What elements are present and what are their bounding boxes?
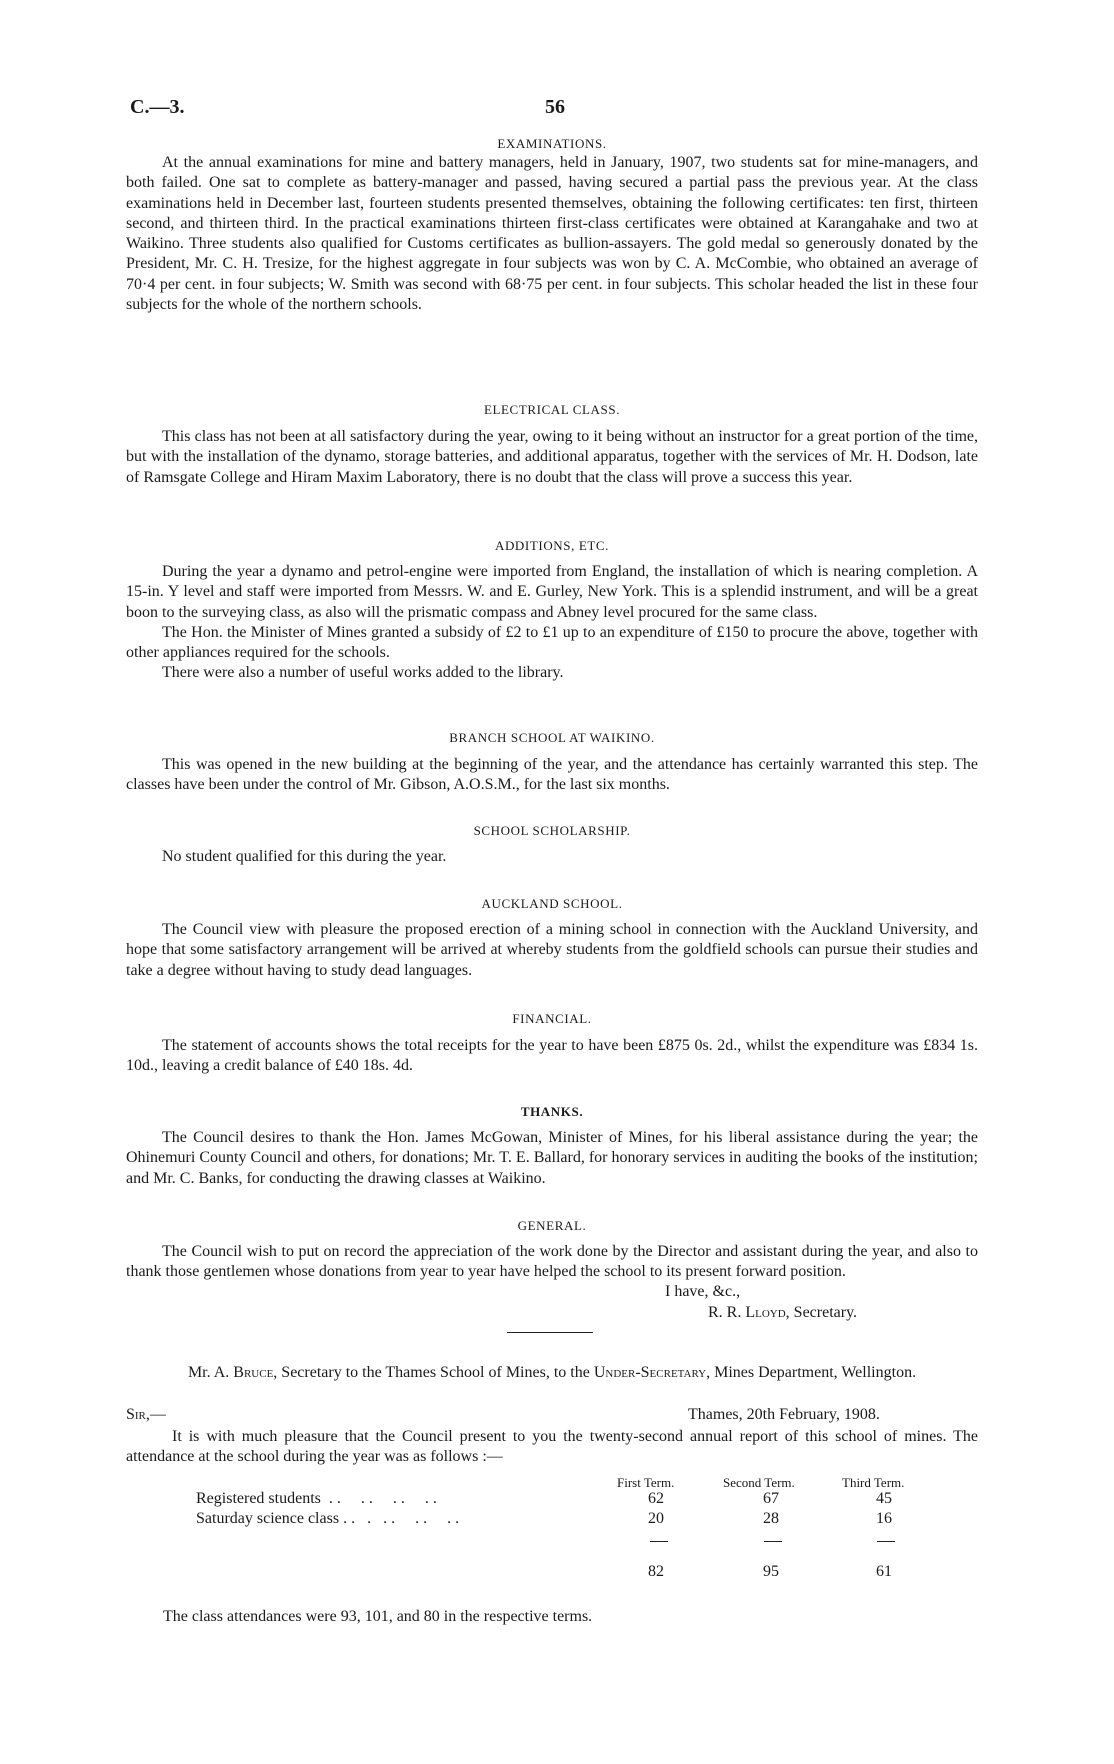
branch-school-heading: BRANCH SCHOOL AT WAIKINO.	[449, 730, 655, 745]
signature	[708, 1304, 857, 1322]
letter-intro: It is with much pleasure that the Council present to you the twenty-second annual report of this school of mines. The attendance at the school during the year was as follows :—	[126, 1428, 978, 1466]
address-suffix: , Mines Department, Wellington.	[706, 1364, 917, 1381]
signer-title: , Secretary.	[785, 1304, 858, 1321]
examinations-heading: EXAMINATIONS.	[497, 136, 607, 151]
total-value: 95	[763, 1563, 779, 1580]
cell-value: 62	[648, 1490, 664, 1507]
signer-name: Lloyd	[745, 1304, 786, 1321]
address-prefix: Mr. A.	[187, 1364, 234, 1381]
thanks-section	[126, 1128, 978, 1189]
electrical-heading: ELECTRICAL CLASS.	[483, 402, 621, 417]
signer-initials: R. R.	[708, 1304, 742, 1321]
salutation: Sir,—	[126, 1406, 166, 1423]
sender-name: Bruce	[233, 1364, 274, 1381]
total-value: 61	[876, 1563, 892, 1580]
general-heading: GENERAL.	[517, 1218, 587, 1233]
additions-section	[126, 562, 978, 684]
place-date: Thames, 20th February, 1908.	[688, 1406, 880, 1423]
auckland-section	[126, 920, 978, 981]
row-label: Registered students	[196, 1490, 321, 1507]
branch-school-section	[126, 755, 978, 796]
scholarship-heading: SCHOOL SCHOLARSHIP.	[473, 823, 631, 838]
thanks-paragraph: The Council desires to thank the Hon. James McGowan, Minister of Mines, for his liberal assistance during the year; the Ohinemuri County Council and others, for donations; Mr. T. E. Ballard, for honorary services in auditing the books of the institution; and Mr. C. Banks, for conducting the drawing classes at Waikino.	[126, 1129, 978, 1187]
additions-heading: ADDITIONS, ETC.	[494, 538, 610, 553]
table-row	[196, 1490, 636, 1508]
row-label: Saturday science class	[196, 1510, 340, 1527]
total-rule	[650, 1541, 668, 1542]
auckland-paragraph: The Council view with pleasure the proposed erection of a mining school in connection with the Auckland University, and hope that some satisfactory arrangement will be arrived at whereby students from the goldfield schools can pursue their studies and take a degree without having to study dead languages.	[126, 921, 978, 979]
total-rule	[877, 1541, 895, 1542]
financial-heading: FINANCIAL.	[512, 1011, 592, 1026]
examinations-paragraph: At the annual examinations for mine and battery managers, held in January, 1907, two students sat for mine-managers, and both failed. One sat to complete as battery-manager and passed, having secured a partial pass the previous year. At the class examinations held in December last, fourteen students presented themselves, obtaining the following certificates: ten first, thirteen second, and thirteen third. In the practical examinations thirteen first-class certificates were obtained at Karangahake and two at Waikino. Three students also qualified for Customs certificates as bullion-assayers. The gold medal so generously donated by the President, Mr. C. H. Tresize, for the highest aggregate in four subjects was won by C. A. McCombie, who obtained an average of 70·4 per cent. in four subjects; W. Smith was second with 68·75 per cent. in four subjects. This scholar headed the list in these four subjects for the whole of the northern schools.	[126, 154, 978, 314]
header-third-term: Third Term.	[842, 1475, 905, 1490]
recipient-name: Under-Secretary	[593, 1364, 707, 1381]
general-paragraph: The Council wish to put on record the appreciation of the work done by the Director and assistant during the year, and also to thank those gentlemen whose donations from year to year have helped the school to its present forward position.	[126, 1243, 978, 1281]
cell-value: 67	[763, 1490, 779, 1507]
letter-address	[126, 1363, 978, 1383]
branch-school-paragraph: This was opened in the new building at the beginning of the year, and the attendance has certainly warranted this step. The classes have been under the control of Mr. Gibson, A.O.S.M., for the last six months.	[126, 756, 978, 794]
cell-value: 45	[876, 1490, 892, 1507]
section-divider	[507, 1332, 593, 1333]
total-value: 82	[648, 1563, 664, 1580]
additions-paragraph-3: There were also a number of useful works added to the library.	[162, 664, 564, 682]
additions-paragraph-1: During the year a dynamo and petrol-engine were imported from England, the installation of which is nearing completion. A 15-in. Y level and staff were imported from Messrs. W. and E. Gurley, New York. This is a splendid instrument, and will be a great boon to the surveying class, as also will the prismatic compass and Abney level procured for the same class.	[126, 563, 978, 621]
additions-paragraph-2: The Hon. the Minister of Mines granted a subsidy of £2 to £1 up to an expenditure of £150 to procure the above, together with other appliances required for the schools.	[126, 623, 978, 662]
thanks-heading: THANKS.	[520, 1104, 584, 1119]
address-middle: , Secretary to the Thames School of Mines, to the	[273, 1364, 594, 1381]
attendance-note: The class attendances were 93, 101, and 80 in the respective terms.	[163, 1608, 593, 1625]
header-second-term: Second Term.	[723, 1475, 795, 1490]
financial-paragraph: The statement of accounts shows the total receipts for the year to have been £875 0s. 2d., whilst the expenditure was £834 1s. 10d., leaving a credit balance of £40 18s. 4d.	[126, 1037, 978, 1075]
general-section	[126, 1242, 978, 1283]
letter-intro-section	[126, 1427, 978, 1468]
scholarship-paragraph: No student qualified for this during the year.	[162, 848, 447, 865]
auckland-heading: AUCKLAND SCHOOL.	[481, 896, 623, 911]
table-row	[196, 1510, 636, 1528]
cell-value: 16	[876, 1510, 892, 1527]
scholarship-section	[126, 847, 978, 867]
row-leaders: . . . . . . . . .	[339, 1510, 460, 1527]
total-rule	[764, 1541, 782, 1542]
page-number: 56	[545, 96, 565, 118]
examinations-section	[126, 153, 978, 315]
electrical-paragraph: This class has not been at all satisfactory during the year, owing to it being without an instructor for a great portion of the time, but with the installation of the dynamo, storage batteries, and additional apparatus, together with the services of Mr. H. Dodson, late of Ramsgate College and Hiram Maxim Laboratory, there is no doubt that the class will prove a success this year.	[126, 428, 978, 486]
closing-line: I have, &c.,	[665, 1283, 741, 1300]
letter-address-line	[126, 1363, 978, 1383]
financial-section	[126, 1036, 978, 1077]
report-reference: C.—3.	[130, 96, 185, 118]
row-leaders: . . . . . . . .	[320, 1490, 437, 1507]
cell-value: 28	[763, 1510, 779, 1527]
electrical-section	[126, 427, 978, 488]
cell-value: 20	[648, 1510, 664, 1527]
header-first-term: First Term.	[617, 1475, 675, 1490]
